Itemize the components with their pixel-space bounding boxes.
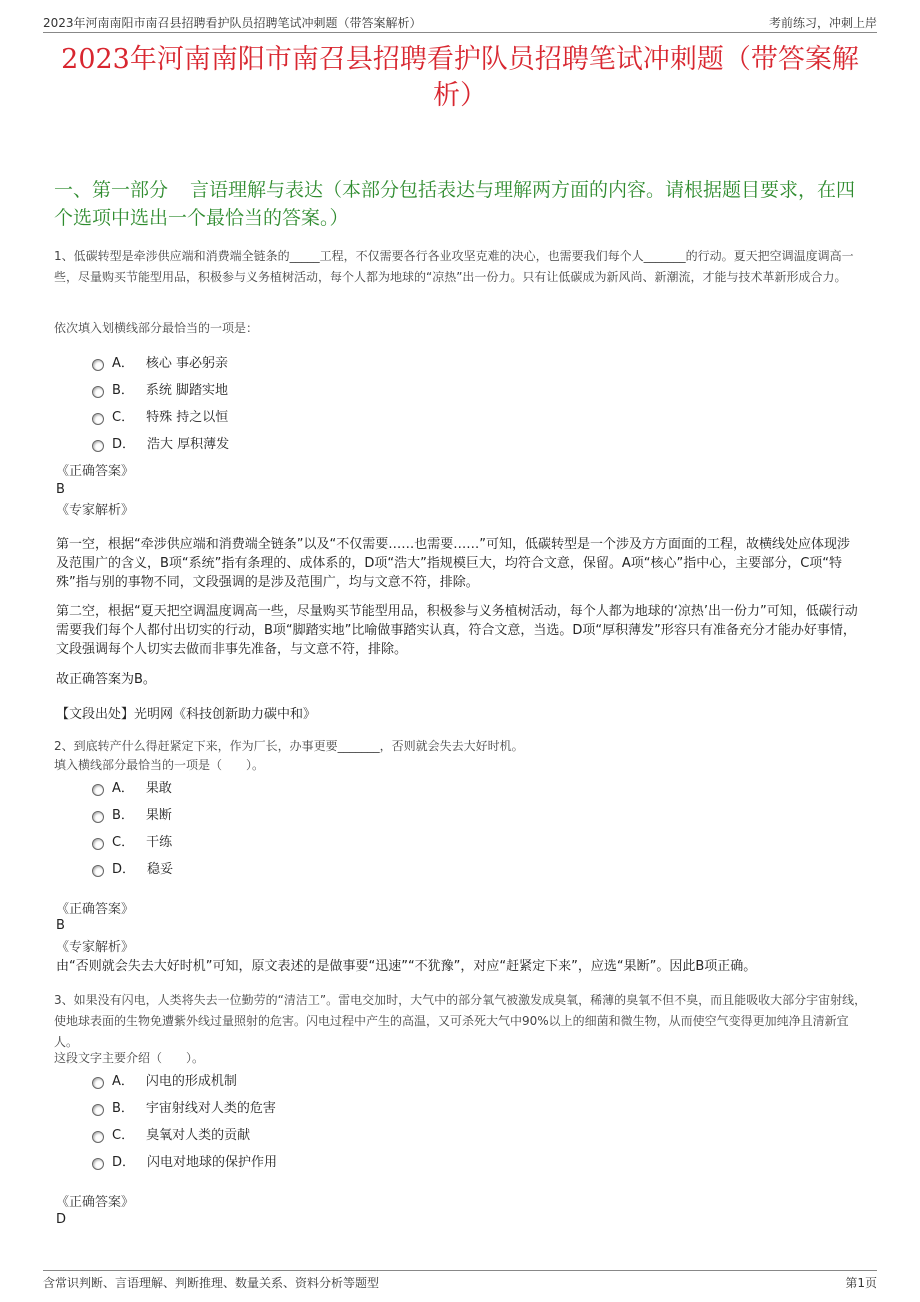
option-text: 果敢: [145, 781, 172, 796]
radio-icon[interactable]: [92, 811, 104, 823]
option-d[interactable]: [92, 1147, 277, 1174]
question-3-prompt: 这段文字主要介绍（ ）。: [54, 1051, 205, 1065]
option-letter: B．: [112, 1101, 134, 1116]
question-2-prompt: 填入横线部分最恰当的一项是（ ）。: [54, 758, 265, 772]
radio-icon[interactable]: [92, 440, 104, 452]
option-c[interactable]: [92, 1120, 277, 1147]
radio-icon[interactable]: [92, 359, 104, 371]
section-prefix: 一、第一部分: [54, 179, 169, 201]
option-b[interactable]: [92, 375, 229, 402]
option-letter: D．: [112, 1155, 136, 1170]
option-b[interactable]: [92, 800, 173, 827]
option-letter: B．: [112, 808, 134, 823]
option-d[interactable]: [92, 854, 173, 881]
page-footer: [43, 1270, 877, 1290]
section-heading: [54, 176, 860, 232]
radio-icon[interactable]: [92, 386, 104, 398]
option-c[interactable]: [92, 402, 229, 429]
option-text: 特殊 持之以恒: [146, 410, 229, 425]
option-text: 浩大 厚积薄发: [147, 437, 230, 452]
option-letter: C．: [112, 1128, 135, 1143]
page-header: [43, 10, 877, 33]
radio-icon[interactable]: [92, 1158, 104, 1170]
explain-paragraph-1: 第一空，根据“牵涉供应端和消费端全链条”以及“不仅需要……也需要……”可知，低碳转型是一个涉及方方面面的工程，故横线处应体现涉及范围广的含义，B项“系统”指有条理的、成体系的，D项“浩大”指规模巨大，均符合文意，保留。A项“核心”指中心，主要部分，C项“特殊”指与别的事物不同，文段强调的是涉及范围广，均与文意不符，排除。: [56, 537, 850, 590]
explain-label: 《专家解析》: [56, 503, 135, 518]
question-1-stem: 1、低碳转型是牵涉供应端和消费端全链条的_____工程，不仅需要各行各业攻坚克难的决心，也需要我们每个人_______的行动。夏天把空调温度调高一些，尽量购买节能型用品，积极参与义务植树活动，每个人都为地球的“凉热”出一份力。只有让低碳成为新风尚、新潮流，才能与技术革新形成合力。: [54, 249, 854, 284]
answer-value: D: [56, 1212, 67, 1227]
option-c[interactable]: [92, 827, 173, 854]
answer-value: B: [56, 482, 65, 497]
source-citation: 【文段出处】光明网《科技创新助力碳中和》: [56, 707, 317, 722]
page-number: 第1页: [845, 1276, 877, 1290]
answer-value: B: [56, 918, 65, 933]
section-text: 言语理解与表达（本部分包括表达与理解两方面的内容。请根据题目要求，在四个选项中选出一个最恰当的答案。）: [54, 179, 856, 229]
radio-icon[interactable]: [92, 413, 104, 425]
explain-paragraph-1: 由“否则就会失去大好时机”可知，原文表述的是做事要“迅速”“不犹豫”，对应“赶紧定下来”，应选“果断”。因此B项正确。: [56, 959, 757, 974]
option-letter: D．: [112, 862, 136, 877]
option-text: 核心 事必躬亲: [145, 356, 229, 371]
explain-label: 《专家解析》: [56, 940, 135, 955]
radio-icon[interactable]: [92, 838, 104, 850]
radio-icon[interactable]: [92, 1104, 104, 1116]
header-slogan: 考前练习，冲刺上岸: [768, 16, 877, 30]
option-letter: A．: [112, 1074, 134, 1089]
explain-paragraph-2: 第二空，根据“夏天把空调温度调高一些，尽量购买节能型用品，积极参与义务植树活动，每个人都为地球的‘凉热’出一份力”可知，低碳行动需要我们每个人都付出切实的行动，B项“脚踏实地”比喻做事踏实认真，符合文意，当选。D项“厚积薄发”形容只有准备充分才能办好事情，文段强调每个人切实去做而非事先准备，与文意不符，排除。: [56, 604, 858, 657]
question-1-options: [92, 348, 229, 456]
option-text: 宇宙射线对人类的危害: [145, 1101, 276, 1116]
option-d[interactable]: [92, 429, 229, 456]
radio-icon[interactable]: [92, 1131, 104, 1143]
option-text: 系统 脚踏实地: [145, 383, 229, 398]
answer-label: 《正确答案》: [56, 902, 135, 917]
option-a[interactable]: [92, 773, 173, 800]
option-b[interactable]: [92, 1093, 277, 1120]
option-text: 闪电的形成机制: [145, 1074, 237, 1089]
header-title: 2023年河南南阳市南召县招聘看护队员招聘笔试冲刺题（带答案解析）: [43, 16, 422, 30]
option-letter: C．: [112, 835, 135, 850]
page-title: 2023年河南南阳市南召县招聘看护队员招聘笔试冲刺题（带答案解析）: [61, 44, 859, 111]
option-letter: B．: [112, 383, 134, 398]
option-letter: D．: [112, 437, 136, 452]
radio-icon[interactable]: [92, 865, 104, 877]
option-a[interactable]: [92, 348, 229, 375]
option-text: 闪电对地球的保护作用: [147, 1155, 278, 1170]
radio-icon[interactable]: [92, 1077, 104, 1089]
option-text: 稳妥: [147, 862, 174, 877]
radio-icon[interactable]: [92, 784, 104, 796]
option-letter: C．: [112, 410, 135, 425]
question-3-stem: 3、如果没有闪电，人类将失去一位勤劳的“清洁工”。雷电交加时，大气中的部分氧气被激发成臭氧，稀薄的臭氧不但不臭，而且能吸收大部分宇宙射线，使地球表面的生物免遭紫外线过量照射的危害。闪电过程中产生的高温，又可杀死大气中90%以上的细菌和微生物，从而使空气变得更加纯净且清新宜人。: [54, 993, 867, 1049]
footer-description: 含常识判断、言语理解、判断推理、数量关系、资料分析等题型: [43, 1276, 380, 1290]
answer-label: 《正确答案》: [56, 1195, 135, 1210]
answer-label: 《正确答案》: [56, 464, 135, 479]
option-letter: A．: [112, 356, 134, 371]
question-3-options: [92, 1066, 277, 1174]
option-letter: A．: [112, 781, 134, 796]
option-text: 臭氧对人类的贡献: [146, 1128, 251, 1143]
option-text: 干练: [146, 835, 173, 850]
question-1-prompt: 依次填入划横线部分最恰当的一项是：: [54, 321, 259, 335]
option-text: 果断: [145, 808, 172, 823]
question-2-options: [92, 773, 173, 881]
option-a[interactable]: [92, 1066, 277, 1093]
explain-conclusion: 故正确答案为B。: [56, 672, 156, 687]
question-2-stem: 2、到底转产什么得赶紧定下来，作为厂长，办事更要_______，否则就会失去大好时机。: [54, 739, 524, 753]
